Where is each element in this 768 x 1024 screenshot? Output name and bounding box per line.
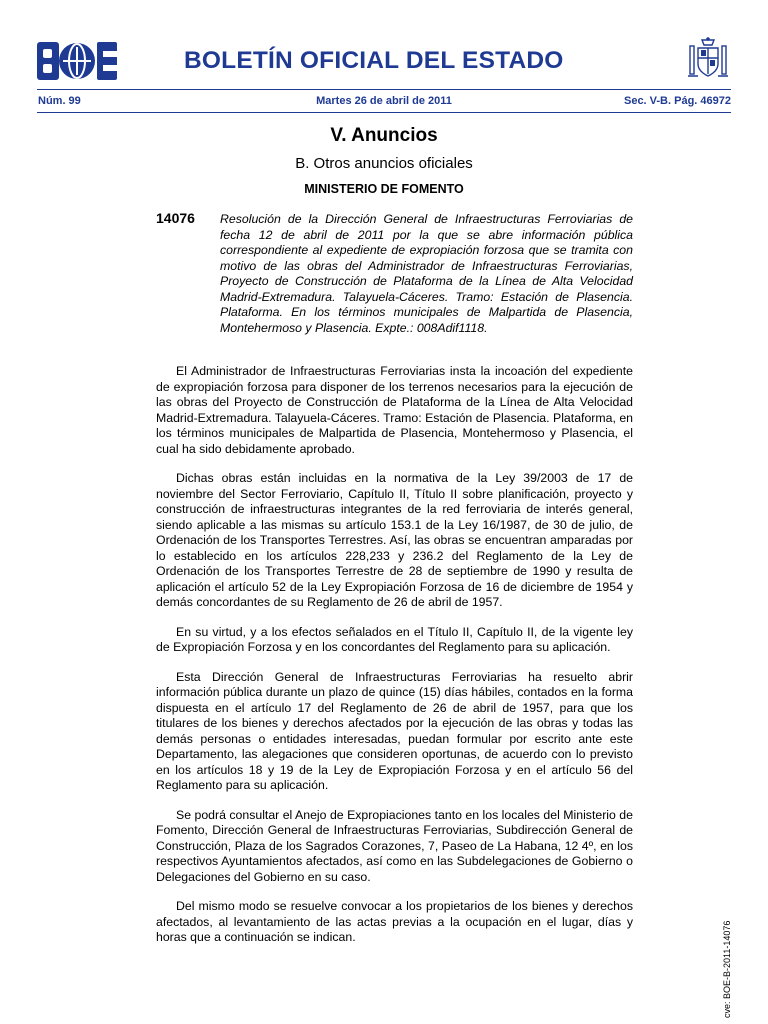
- announcement-body: [156, 364, 633, 960]
- body-paragraph: Se podrá consultar el Anejo de Expropiaciones tanto en los locales del Ministerio de Fomento, Dirección General de Infraestructuras Ferroviarias, Subdirección General de Construcción, Plaza de los Sagrados Corazones, 7, Paseo de La Habana, 12 4º, en los respectivos Ayuntamientos afectados, así como en las Subdelegaciones de Gobierno o Delegaciones del Gobierno en su caso.: [156, 807, 633, 884]
- issue-date: Martes 26 de abril de 2011: [316, 95, 452, 107]
- body-paragraph: En su virtud, y a los efectos señalados en el Título II, Capítulo II, de la vigente ley de Expropiación Forzosa y en los concordantes del Reglamento para su aplicación.: [156, 624, 633, 654]
- boe-logo: [37, 42, 117, 80]
- body-paragraph: El Administrador de Infraestructuras Ferroviarias insta la incoación del expediente de expropiación forzosa para disponer de los terrenos necesarios para la ejecución de las obras del Proyecto de Construcción de Plataforma de la Línea de Alta Velocidad Madrid-Extremadura. Talayuela-Cáceres. Tramo: Estación de Plasencia. Plataforma, en los términos municipales de Malpartida de Plasencia, Montehermoso y Plasencia, el cual ha sido debidamente aprobado.: [156, 364, 633, 456]
- gazette-title: BOLETÍN OFICIAL DEL ESTADO: [184, 47, 564, 74]
- header-top-rule: [37, 89, 731, 90]
- section-title: V. Anuncios: [330, 125, 438, 146]
- announcement-number: 14076: [156, 210, 195, 226]
- issue-number: Núm. 99: [38, 95, 81, 107]
- body-paragraph: Dichas obras están incluidas en la normativa de la Ley 39/2003 de 17 de noviembre del Sector Ferroviario, Capítulo II, Título II sobre planificación, proyecto y construcción de infraestructuras integrantes de la red ferroviaria de interés general, siendo aplicable a las mismas su artículo 153.1 de la Ley 16/1987, de 30 de julio, de Ordenación de los Transportes Terrestres. Así, las obras se encuentran amparadas por lo establecido en los artículos 228,233 y 236.2 del Reglamento de la Ley de Ordenación de los Transportes Terrestre de 28 de septiembre de 1990 y resulta de aplicación el artículo 52 de la Ley Expropiación Forzosa de 16 de diciembre de 1954 y demás concordantes de su Reglamento de 26 de abril de 1957.: [156, 471, 633, 609]
- announcement-summary: Resolución de la Dirección General de Infraestructuras Ferroviarias de fecha 12 de abril de 2011 por la que se abre información pública correspondiente al expediente de expropiación forzosa que se tramita con motivo de las obras del Administrador de Infraestructuras Ferroviarias, Proyecto de Construcción de Plataforma de la Línea de Alta Velocidad Madrid-Extremadura. Talayuela-Cáceres. Tramo: Estación de Plasencia. Plataforma. En los términos municipales de Malpartida de Plasencia, Montehermoso y Plasencia. Expte.: 008Adif1118.: [220, 212, 633, 335]
- body-paragraph: Esta Dirección General de Infraestructuras Ferroviarias ha resuelto abrir información pública durante un plazo de quince (15) días hábiles, contados en la forma dispuesta en el artículo 17 del Reglamento de 26 de abril de 1957, para que los titulares de los bienes y derechos afectados por la ejecución de las obras y todas las demás personas o entidades interesadas, puedan formular por escrito ante este Departamento, las alegaciones que consideren oportunas, de acuerdo con lo previsto en los artículos 18 y 19 de la Ley de Expropiación Forzosa y en el artículo 56 del Reglamento para su aplicación.: [156, 669, 633, 792]
- header-bottom-rule: [37, 112, 731, 113]
- cve-code: cve: BOE-B-2011-14076: [722, 920, 732, 1018]
- ministry-heading: MINISTERIO DE FOMENTO: [304, 182, 464, 196]
- section-subtitle: B. Otros anuncios oficiales: [295, 155, 473, 172]
- body-paragraph: Del mismo modo se resuelve convocar a los propietarios de los bienes y derechos afectados, al levantamiento de las actas previas a la ocupación en el lugar, días y horas que a continuación se indican.: [156, 899, 633, 944]
- coat-of-arms-icon: [686, 36, 730, 82]
- section-page: Sec. V-B. Pág. 46972: [623, 95, 731, 107]
